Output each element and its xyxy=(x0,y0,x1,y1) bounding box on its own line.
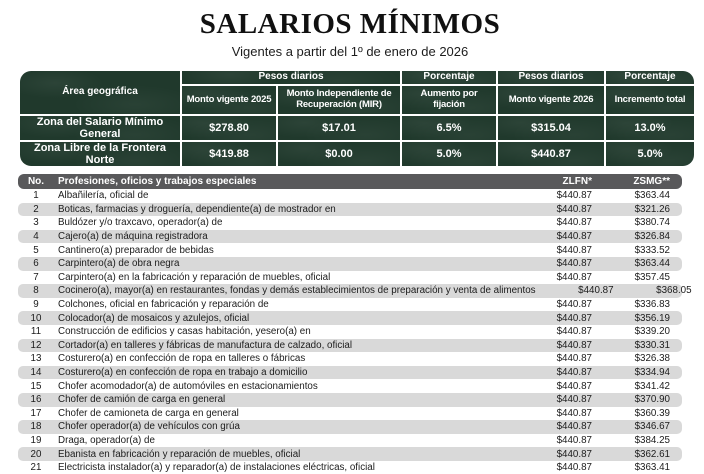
row-zlfn-value: $440.87 xyxy=(556,421,592,433)
row-zsmg-value: $362.61 xyxy=(634,448,670,460)
row-zlfn-value: $440.87 xyxy=(556,231,592,243)
row-zsmg-value: $341.42 xyxy=(634,380,670,392)
table-row xyxy=(18,420,682,434)
row-profession: Construcción de edificios y casas habitación, yesero(a) en xyxy=(58,326,311,338)
row-profession: Colchones, oficial en fabricación y reparación de xyxy=(58,299,269,311)
row-profession: Electricista instalador(a) y reparador(a) de instalaciones eléctricas, oficial xyxy=(58,462,375,474)
row-zlfn-value: $440.87 xyxy=(556,367,592,379)
table-row xyxy=(18,284,692,298)
table-row xyxy=(18,393,682,407)
professions-table-header xyxy=(18,174,682,189)
row-profession: Cocinero(a), mayor(a) en restaurantes, fondas y demás establecimientos de preparación y venta de alimentos xyxy=(58,285,536,297)
summary-subheader-incremento-total: Incremento total xyxy=(606,86,694,114)
summary-group-porcentaje-2: Porcentaje xyxy=(606,71,694,84)
summary-row-zlfn-mir: $0.00 xyxy=(278,142,400,166)
row-number: 3 xyxy=(33,217,39,229)
summary-row-zsmg-incremento: 13.0% xyxy=(606,116,694,140)
row-profession: Cajero(a) de máquina registradora xyxy=(58,231,208,243)
table-row xyxy=(18,339,682,353)
row-zsmg-value: $363.44 xyxy=(634,190,670,202)
row-number: 2 xyxy=(33,203,39,215)
row-number: 14 xyxy=(30,367,42,379)
row-profession: Cantinero(a) preparador de bebidas xyxy=(58,244,214,256)
row-number: 8 xyxy=(33,285,39,297)
row-number: 20 xyxy=(30,448,42,460)
row-zsmg-value: $384.25 xyxy=(634,434,670,446)
summary-row-zlfn-area: Zona Libre de la Frontera Norte xyxy=(20,142,180,166)
summary-subheader-monto-2025: Monto vigente 2025 xyxy=(182,86,276,114)
row-zlfn-value: $440.87 xyxy=(556,312,592,324)
summary-row-zlfn-incremento: 5.0% xyxy=(606,142,694,166)
summary-row-zsmg-mir: $17.01 xyxy=(278,116,400,140)
row-zlfn-value: $440.87 xyxy=(556,448,592,460)
row-zlfn-value: $440.87 xyxy=(556,407,592,419)
row-zlfn-value: $440.87 xyxy=(578,285,614,297)
row-zsmg-value: $368.05 xyxy=(656,285,692,297)
table-row xyxy=(18,271,682,285)
row-zlfn-value: $440.87 xyxy=(556,462,592,474)
col-header-no: No. xyxy=(27,176,45,187)
table-row xyxy=(18,325,682,339)
summary-table xyxy=(18,69,686,168)
summary-row-zsmg-monto-2026: $315.04 xyxy=(498,116,604,140)
row-profession: Carpintero(a) de obra negra xyxy=(58,258,180,270)
row-profession: Colocador(a) de mosaicos y azulejos, oficial xyxy=(58,312,250,324)
summary-row-zsmg-monto-2025: $278.80 xyxy=(182,116,276,140)
table-row xyxy=(18,366,682,380)
row-number: 7 xyxy=(33,271,39,283)
row-zsmg-value: $326.38 xyxy=(634,353,670,365)
row-zsmg-value: $380.74 xyxy=(634,217,670,229)
row-number: 16 xyxy=(30,394,42,406)
table-row xyxy=(18,447,682,461)
row-zlfn-value: $440.87 xyxy=(556,190,592,202)
row-zsmg-value: $336.83 xyxy=(634,299,670,311)
table-row xyxy=(18,216,682,230)
summary-group-pesos-diarios-2: Pesos diarios xyxy=(498,71,604,84)
page-subtitle: Vigentes a partir del 1º de enero de 2026 xyxy=(231,44,469,59)
row-zsmg-value: $363.44 xyxy=(634,258,670,270)
row-zlfn-value: $440.87 xyxy=(556,244,592,256)
summary-group-porcentaje-1: Porcentaje xyxy=(402,71,496,84)
summary-subheader-mir: Monto Independiente de Recuperación (MIR) xyxy=(278,86,400,114)
summary-row-zlfn-monto-2026: $440.87 xyxy=(498,142,604,166)
table-row xyxy=(18,203,682,217)
row-profession: Chofer operador(a) de vehículos con grúa xyxy=(58,421,240,433)
row-zsmg-value: $334.94 xyxy=(634,367,670,379)
row-zlfn-value: $440.87 xyxy=(556,299,592,311)
row-number: 12 xyxy=(30,339,42,351)
row-profession: Cortador(a) en talleres y fábricas de manufactura de calzado, oficial xyxy=(58,339,353,351)
row-zlfn-value: $440.87 xyxy=(556,203,592,215)
row-zsmg-value: $370.90 xyxy=(634,394,670,406)
row-zsmg-value: $363.41 xyxy=(634,462,670,474)
table-row xyxy=(18,230,682,244)
row-zsmg-value: $333.52 xyxy=(634,244,670,256)
row-zsmg-value: $326.84 xyxy=(634,231,670,243)
row-zlfn-value: $440.87 xyxy=(556,326,592,338)
row-zlfn-value: $440.87 xyxy=(556,339,592,351)
row-zsmg-value: $330.31 xyxy=(634,339,670,351)
professions-table xyxy=(18,174,692,474)
table-row xyxy=(18,352,682,366)
row-number: 21 xyxy=(30,462,42,474)
row-profession: Ebanista en fabricación y reparación de muebles, oficial xyxy=(58,448,301,460)
summary-row-zlfn-aumento: 5.0% xyxy=(402,142,496,166)
summary-row-zsmg-aumento: 6.5% xyxy=(402,116,496,140)
summary-subheader-aumento-fijacion: Aumento por fijación xyxy=(402,86,496,114)
page-title: SALARIOS MÍNIMOS xyxy=(199,8,501,40)
col-header-zsmg: ZSMG** xyxy=(633,176,670,187)
summary-group-pesos-diarios-1: Pesos diarios xyxy=(182,71,400,84)
row-profession: Carpintero(a) en la fabricación y reparación de muebles, oficial xyxy=(58,271,331,283)
row-zlfn-value: $440.87 xyxy=(556,380,592,392)
row-profession: Chofer acomodador(a) de automóviles en estacionamientos xyxy=(58,380,318,392)
row-zsmg-value: $346.67 xyxy=(634,421,670,433)
table-row xyxy=(18,461,682,474)
row-profession: Costurero(a) en confección de ropa en trabajo a domicilio xyxy=(58,367,308,379)
row-number: 18 xyxy=(30,421,42,433)
col-header-profession: Profesiones, oficios y trabajos especiales xyxy=(58,176,257,187)
summary-row-zsmg-area: Zona del Salario Mínimo General xyxy=(20,116,180,140)
document-page xyxy=(0,8,700,473)
row-zsmg-value: $339.20 xyxy=(634,326,670,338)
row-zsmg-value: $360.39 xyxy=(634,407,670,419)
table-row xyxy=(18,434,682,448)
row-number: 6 xyxy=(33,258,39,270)
row-zlfn-value: $440.87 xyxy=(556,258,592,270)
row-zlfn-value: $440.87 xyxy=(556,217,592,229)
row-profession: Chofer de camioneta de carga en general xyxy=(58,407,239,419)
row-zlfn-value: $440.87 xyxy=(556,394,592,406)
row-number: 19 xyxy=(30,434,42,446)
row-profession: Albañilería, oficial de xyxy=(58,190,149,202)
row-number: 17 xyxy=(30,407,42,419)
row-number: 5 xyxy=(33,244,39,256)
row-zsmg-value: $356.19 xyxy=(634,312,670,324)
row-profession: Draga, operador(a) de xyxy=(58,434,155,446)
row-profession: Buldózer y/o traxcavo, operador(a) de xyxy=(58,217,223,229)
row-number: 11 xyxy=(30,326,42,338)
row-number: 13 xyxy=(30,353,42,365)
row-number: 1 xyxy=(33,190,39,202)
row-number: 4 xyxy=(33,231,39,243)
row-number: 15 xyxy=(30,380,42,392)
table-row xyxy=(18,311,682,325)
row-zlfn-value: $440.87 xyxy=(556,271,592,283)
table-row xyxy=(18,298,682,312)
row-zsmg-value: $321.26 xyxy=(634,203,670,215)
row-number: 10 xyxy=(30,312,42,324)
row-profession: Chofer de camión de carga en general xyxy=(58,394,226,406)
table-row xyxy=(18,379,682,393)
table-row xyxy=(18,257,682,271)
summary-header-area: Área geográfica xyxy=(20,71,180,114)
table-row xyxy=(18,407,682,421)
row-zlfn-value: $440.87 xyxy=(556,353,592,365)
row-profession: Boticas, farmacias y droguería, dependiente(a) de mostrador en xyxy=(58,203,336,215)
row-profession: Costurero(a) en confección de ropa en talleres o fábricas xyxy=(58,353,306,365)
table-row xyxy=(18,243,682,257)
summary-row-zlfn-monto-2025: $419.88 xyxy=(182,142,276,166)
professions-table-body xyxy=(18,189,692,474)
col-header-zlfn: ZLFN* xyxy=(562,176,592,187)
summary-subheader-monto-2026: Monto vigente 2026 xyxy=(498,86,604,114)
table-row xyxy=(18,189,682,203)
row-number: 9 xyxy=(33,299,39,311)
row-zlfn-value: $440.87 xyxy=(556,434,592,446)
row-zsmg-value: $357.45 xyxy=(634,271,670,283)
